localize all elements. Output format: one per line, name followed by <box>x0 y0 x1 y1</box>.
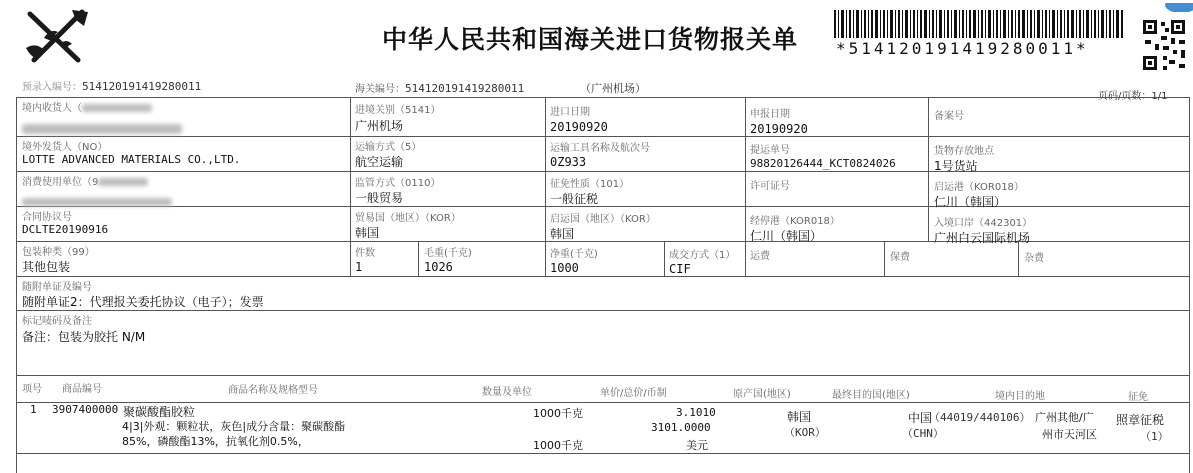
gross-weight-value: 1026 <box>424 260 453 274</box>
package-type-value: 其他包装 <box>22 260 71 274</box>
col-origin: 原产国(地区) <box>733 389 791 400</box>
item-name: 聚碳酸酯胶粒 <box>123 405 196 419</box>
attached-docs-label: 随附单证及编号 <box>22 282 92 293</box>
vessel-label: 运输工具名称及航次号 <box>550 143 650 154</box>
package-type-label: 包装种类（99） <box>22 247 95 258</box>
col-name: 商品名称及规格型号 <box>228 385 318 396</box>
supervision-value: 一般贸易 <box>355 191 404 205</box>
net-weight-value: 1000 <box>550 261 579 275</box>
attached-docs-value: 随附单证2：代理报关委托协议（电子）；发票 <box>22 295 264 309</box>
import-date-value: 20190920 <box>550 120 608 134</box>
consignor-value: LOTTE ADVANCED MATERIALS CO.,LTD. <box>22 153 241 166</box>
tax-nature-value: 一般征税 <box>550 192 599 206</box>
origin-country-value: 韩国 <box>550 227 575 241</box>
col-code: 商品编号 <box>62 384 102 395</box>
freight-label: 运费 <box>750 251 770 262</box>
corner-stamp-icon <box>1155 0 1193 12</box>
item-domestic-line2: 州市天河区 <box>1042 428 1097 441</box>
item-code: 3907400000 <box>52 403 119 416</box>
col-qty: 数量及单位 <box>482 387 532 398</box>
item-domestic-line1: 广州其他/广 <box>1035 411 1094 424</box>
contract-label: 合同协议号 <box>22 212 72 223</box>
page-counter <box>1098 87 1167 102</box>
bl-label: 提运单号 <box>750 145 790 156</box>
declare-customs-value: 广州机场 <box>355 119 404 133</box>
consignor-label: 境外发货人（NO） <box>22 142 108 153</box>
declare-date-label: 申报日期 <box>750 109 790 120</box>
bl-value: 98820126444_KCT0824026 <box>750 157 896 170</box>
item-no: 1 <box>30 403 37 416</box>
item-qty-declared: 1000千克 <box>533 439 583 452</box>
misc-fee-label: 杂费 <box>1024 253 1044 264</box>
customs-number <box>355 80 524 95</box>
pre-entry-number <box>22 78 201 93</box>
departure-port-value: 仁川（韩国） <box>934 195 1007 209</box>
customs-no-value: 514120191419280011 <box>405 82 525 95</box>
item-origin: 韩国 <box>787 410 812 424</box>
item-origin-code: （KOR） <box>784 426 826 439</box>
departure-port-label: 启运港（KOR018） <box>934 182 1024 193</box>
col-final-dest: 最终目的国(地区) <box>832 390 910 401</box>
marks-remarks-label: 标记唛码及备注 <box>22 316 92 327</box>
origin-country-label: 启运国（地区）（KOR） <box>550 214 656 225</box>
pre-entry-label: 预录入编号： <box>22 82 82 93</box>
vessel-value: 0Z933 <box>550 155 587 169</box>
entry-port-label: 入境口岸（442301） <box>934 218 1033 229</box>
item-qty-legal: 1000千克 <box>533 407 583 420</box>
license-label: 许可证号 <box>750 181 790 192</box>
item-domestic-code: （44019/440106） <box>929 411 1031 424</box>
trade-country-label: 贸易国（地区）（KOR） <box>355 213 461 224</box>
consignee-label: 境内收货人（ <box>22 99 152 114</box>
pieces-label: 件数 <box>355 248 375 259</box>
customs-no-label: 海关编号： <box>355 84 405 95</box>
storage-label: 货物存放地点 <box>934 146 994 157</box>
entry-port-value: 广州白云国际机场 <box>934 231 1031 245</box>
transport-mode-label: 运输方式（5） <box>355 142 422 153</box>
item-spec-line1: 4|3|外观：颗粒状，灰色|成分含量：聚碳酸酯 <box>122 420 346 433</box>
declare-date-value: 20190920 <box>750 122 808 136</box>
item-final-dest-code: （CHN） <box>902 427 944 440</box>
consignee-value-redacted <box>22 118 182 137</box>
barcode-text: *514120191419280011* <box>836 39 1089 58</box>
declaration-title: 中华人民共和国海关进口货物报关单 <box>382 25 799 54</box>
transit-port-value: 仁川（韩国） <box>750 229 823 243</box>
item-unit-price: 3.1010 <box>676 406 716 419</box>
contract-value: DCLTE20190916 <box>22 223 109 236</box>
item-total-price: 3101.0000 <box>651 421 711 434</box>
storage-value: 1号货站 <box>934 159 978 173</box>
item-exemption: 照章征税 <box>1116 413 1165 427</box>
net-weight-label: 净重(千克) <box>550 249 598 260</box>
qr-code-icon <box>1141 16 1189 74</box>
item-exemption-code: （1） <box>1140 430 1169 443</box>
declare-customs-label: 进境关别（5141） <box>355 105 441 116</box>
item-currency: 美元 <box>686 439 708 452</box>
barcode <box>834 10 1124 38</box>
transit-port-label: 经停港（KOR018） <box>750 216 840 227</box>
pieces-value: 1 <box>355 260 363 274</box>
item-spec-line2: 85%，磷酸酯13%，抗氧化剂0.5%， <box>122 435 309 448</box>
import-date-label: 进口日期 <box>550 107 590 118</box>
marks-remarks-value: 备注：包装为胶托 N/M <box>22 330 146 344</box>
gross-weight-label: 毛重(千克) <box>424 248 472 259</box>
port-note: （广州机场） <box>580 82 646 95</box>
customs-emblem-icon <box>22 8 92 66</box>
col-exemption: 征免 <box>1128 392 1148 403</box>
consumer-label: 消费使用单位（9 <box>22 173 148 188</box>
pre-entry-value: 514120191419280011 <box>82 80 202 93</box>
item-final-dest: 中国 <box>908 411 933 425</box>
record-no-label: 备案号 <box>934 111 964 122</box>
trade-country-value: 韩国 <box>355 226 380 240</box>
transport-mode-value: 航空运输 <box>355 155 404 169</box>
deal-mode-label: 成交方式（1） <box>669 250 736 261</box>
col-domestic-dest: 境内目的地 <box>995 391 1045 402</box>
supervision-label: 监管方式（0110） <box>355 178 441 189</box>
col-item-no: 项号 <box>22 384 42 395</box>
deal-mode-value: CIF <box>669 262 691 276</box>
col-price: 单价/总价/币制 <box>600 388 667 399</box>
tax-nature-label: 征免性质（101） <box>550 179 630 190</box>
insurance-label: 保费 <box>890 252 910 263</box>
